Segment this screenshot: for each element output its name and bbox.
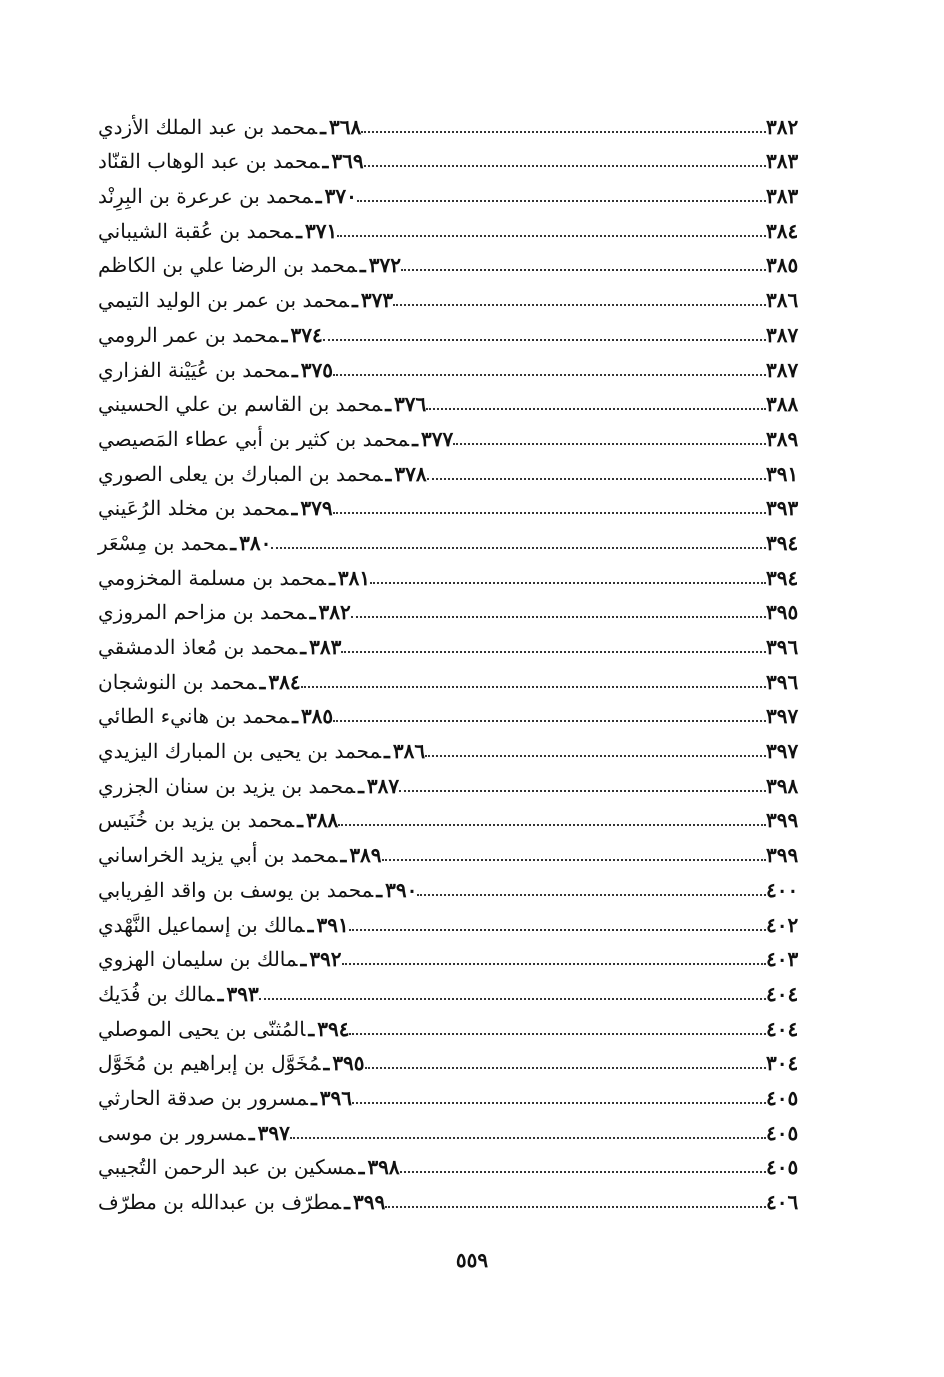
entry-text bbox=[88, 531, 271, 555]
entry-name: مالك بن سليمان الهزوي bbox=[98, 947, 298, 972]
entry-number: ٣٧٢ bbox=[368, 253, 401, 278]
entry-page: ٤٠٥ bbox=[766, 1155, 799, 1180]
entry-name: محمد بن عُقبة الشيباني bbox=[98, 218, 294, 243]
entry-text bbox=[88, 253, 401, 277]
entry-number: ٣٨٨ bbox=[306, 808, 339, 833]
entry-number: ٣٦٨ bbox=[328, 114, 362, 139]
entry-text bbox=[88, 635, 341, 659]
entry-page: ٣٨٦ bbox=[766, 288, 799, 313]
entry-page: ٤٠٦ bbox=[766, 1190, 799, 1214]
entry-number: ٣٨٥ bbox=[300, 704, 334, 729]
dot-leader bbox=[425, 755, 766, 757]
entry-name: مسرور بن صدقة الحارثي bbox=[98, 1085, 308, 1110]
entry-text bbox=[88, 774, 399, 798]
entry-dash: ـ bbox=[352, 288, 358, 313]
toc-entry bbox=[88, 312, 840, 347]
entry-number: ٣٨٧ bbox=[366, 773, 400, 798]
dot-leader bbox=[338, 824, 766, 826]
entry-dash: ـ bbox=[340, 843, 347, 868]
entry-text bbox=[88, 947, 342, 971]
dot-leader bbox=[427, 478, 766, 480]
toc-entry bbox=[88, 416, 840, 451]
entry-page: ٤٠٤ bbox=[766, 1016, 799, 1041]
entry-page: ٤٠٤ bbox=[766, 981, 799, 1006]
toc-entry bbox=[88, 867, 840, 902]
entry-text bbox=[88, 184, 357, 208]
entry-number: ٣٩٣ bbox=[226, 981, 259, 1006]
entry-name: محمد بن عبد الوهاب القنّاد bbox=[98, 149, 320, 174]
entry-page: ٣٨٤ bbox=[766, 218, 799, 243]
entry-dash: ـ bbox=[329, 565, 335, 590]
toc-entry bbox=[88, 1006, 840, 1041]
entry-page: ٣٩٧ bbox=[766, 739, 799, 764]
entry-text bbox=[88, 219, 337, 243]
dot-leader bbox=[370, 582, 766, 584]
entry-number: ٣٧٤ bbox=[290, 322, 323, 347]
entry-page: ٣٠٤ bbox=[766, 1051, 799, 1076]
entry-number: ٣٩١ bbox=[316, 912, 349, 937]
entry-text bbox=[88, 1017, 349, 1041]
entry-number: ٣٩٤ bbox=[317, 1016, 350, 1041]
dot-leader bbox=[301, 686, 766, 688]
dot-leader bbox=[361, 131, 766, 133]
toc-entry bbox=[88, 1145, 840, 1180]
dot-leader bbox=[401, 269, 766, 271]
dot-leader bbox=[259, 998, 766, 1000]
entry-dash: ـ bbox=[296, 218, 302, 243]
dot-leader bbox=[333, 374, 766, 376]
entry-name: محمد بن كثير بن أبي عطاء المَصيصي bbox=[98, 426, 410, 451]
entry-page: ٣٩١ bbox=[766, 461, 799, 486]
dot-leader bbox=[365, 1067, 766, 1069]
entry-number: ٣٧٧ bbox=[420, 426, 454, 451]
entry-text bbox=[88, 149, 364, 173]
entry-name: مسرور بن موسى bbox=[98, 1120, 246, 1145]
entry-name: مُخَوَّل بن إبراهيم بن مُخَوَّل bbox=[98, 1051, 321, 1076]
dot-leader bbox=[393, 304, 766, 306]
entry-page: ٣٨٣ bbox=[766, 149, 799, 174]
entry-text bbox=[88, 323, 323, 347]
entry-page: ٤٠٣ bbox=[766, 947, 799, 972]
entry-dash: ـ bbox=[300, 635, 307, 659]
dot-leader bbox=[342, 963, 766, 965]
entry-name: محمد بن الرضا علي بن الكاظم bbox=[98, 253, 357, 278]
entry-text bbox=[88, 1121, 290, 1145]
entry-dash: ـ bbox=[281, 322, 288, 347]
dot-leader bbox=[349, 929, 766, 931]
entry-page: ٣٨٣ bbox=[766, 184, 799, 209]
entry-page: ٣٩٤ bbox=[766, 530, 799, 555]
entry-dash: ـ bbox=[359, 253, 366, 278]
entry-text bbox=[88, 1086, 352, 1110]
entry-text bbox=[88, 392, 426, 416]
entry-dash: ـ bbox=[291, 357, 298, 382]
toc-entry bbox=[88, 1041, 840, 1076]
entry-page: ٣٩٣ bbox=[766, 496, 799, 521]
entry-text bbox=[88, 878, 417, 902]
entry-number: ٣٧٨ bbox=[394, 461, 427, 486]
entry-page: ٤٠٥ bbox=[766, 1085, 799, 1110]
entry-text bbox=[88, 1051, 365, 1075]
toc-entry bbox=[88, 104, 840, 139]
entry-name: محمد بن مخلد الرُعَيني bbox=[98, 496, 289, 521]
entry-dash: ـ bbox=[259, 669, 266, 694]
entry-name: محمد بن يوسف بن واقد الفِريابي bbox=[98, 877, 374, 902]
entry-number: ٣٦٩ bbox=[331, 149, 364, 174]
dot-leader bbox=[417, 894, 766, 896]
entry-name: محمد بن عبد الملك الأزدي bbox=[98, 114, 318, 139]
entry-name: مسكين بن عبد الرحمن التُجيبي bbox=[98, 1155, 356, 1180]
entry-text bbox=[88, 288, 393, 312]
entry-page: ٤٠٥ bbox=[766, 1120, 799, 1145]
entry-name: محمد بن أبي يزيد الخراساني bbox=[98, 843, 338, 868]
entry-number: ٣٧٩ bbox=[300, 496, 333, 521]
toc-entry bbox=[88, 832, 840, 867]
dot-leader bbox=[426, 408, 766, 410]
toc-entry bbox=[88, 173, 840, 208]
entry-name: محمد بن مزاحم المروزي bbox=[98, 600, 307, 625]
entry-page: ٣٨٥ bbox=[766, 253, 799, 278]
toc-entry bbox=[88, 520, 840, 555]
entry-page: ٣٨٢ bbox=[766, 114, 799, 139]
entry-text bbox=[88, 843, 382, 867]
entry-dash: ـ bbox=[385, 461, 392, 486]
entry-number: ٣٨٤ bbox=[268, 669, 301, 694]
entry-text bbox=[88, 115, 361, 139]
dot-leader bbox=[333, 720, 766, 722]
toc-entry bbox=[88, 451, 840, 486]
entry-dash: ـ bbox=[307, 912, 314, 937]
entry-name: محمد بن مسلمة المخزومي bbox=[98, 565, 327, 590]
entry-number: ٣٩٥ bbox=[332, 1051, 365, 1076]
entry-name: مطرّف بن عبدالله بن مطرّف bbox=[98, 1190, 342, 1214]
entry-dash: ـ bbox=[376, 877, 383, 902]
entry-dash: ـ bbox=[310, 1085, 317, 1110]
entry-page: ٤٠٠ bbox=[766, 877, 799, 902]
toc-entry bbox=[88, 277, 840, 312]
entry-dash: ـ bbox=[308, 1016, 315, 1041]
entry-number: ٣٧٠ bbox=[324, 184, 357, 209]
entry-page: ٣٩٩ bbox=[766, 843, 799, 868]
toc-entry bbox=[88, 1179, 840, 1214]
dot-leader bbox=[453, 443, 766, 445]
entry-number: ٣٩٩ bbox=[352, 1190, 386, 1214]
entry-text bbox=[88, 600, 351, 624]
entry-dash: ـ bbox=[412, 426, 418, 451]
entry-name: محمد بن المبارك بن يعلى الصوري bbox=[98, 461, 383, 486]
entry-number: ٣٧٦ bbox=[394, 392, 427, 417]
dot-leader bbox=[382, 859, 766, 861]
dot-leader bbox=[290, 1137, 766, 1139]
dot-leader bbox=[349, 1033, 766, 1035]
entry-text bbox=[88, 739, 425, 763]
entry-name: محمد بن عمر بن الوليد التيمي bbox=[98, 288, 349, 313]
dot-leader bbox=[400, 1171, 766, 1173]
entry-page: ٣٩٥ bbox=[766, 600, 799, 625]
entry-text bbox=[88, 462, 427, 486]
entry-page: ٤٠٢ bbox=[766, 912, 799, 937]
dot-leader bbox=[385, 1206, 766, 1208]
toc-entry bbox=[88, 208, 840, 243]
entry-dash: ـ bbox=[323, 1051, 330, 1076]
entry-number: ٣٨٦ bbox=[392, 739, 426, 764]
toc-entry bbox=[88, 659, 840, 694]
entry-dash: ـ bbox=[358, 773, 364, 798]
entry-dash: ـ bbox=[320, 114, 326, 139]
entry-number: ٣٨٣ bbox=[309, 635, 342, 659]
toc-entry bbox=[88, 902, 840, 937]
entry-name: محمد بن القاسم بن علي الحسيني bbox=[98, 392, 383, 417]
entry-dash: ـ bbox=[358, 1155, 365, 1180]
toc-entry bbox=[88, 382, 840, 417]
entry-number: ٣٨١ bbox=[337, 565, 371, 590]
entry-text bbox=[88, 670, 301, 694]
entry-number: ٣٨٠ bbox=[239, 530, 272, 555]
entry-text bbox=[88, 704, 333, 728]
entry-dash: ـ bbox=[217, 981, 224, 1006]
entry-number: ٣٩٦ bbox=[319, 1085, 353, 1110]
entry-name: محمد بن يحيى بن المبارك اليزيدي bbox=[98, 739, 382, 764]
toc-entry bbox=[88, 243, 840, 278]
dot-leader bbox=[337, 235, 766, 237]
toc-entry bbox=[88, 1110, 840, 1145]
entry-page: ٣٩٦ bbox=[766, 669, 799, 694]
entry-dash: ـ bbox=[322, 149, 329, 174]
entry-number: ٣٩٠ bbox=[385, 877, 418, 902]
entry-number: ٣٨٢ bbox=[318, 600, 351, 625]
entry-number: ٣٩٢ bbox=[309, 947, 342, 972]
entry-number: ٣٧٥ bbox=[300, 357, 333, 382]
toc-entry bbox=[88, 139, 840, 174]
entry-page: ٣٩٩ bbox=[766, 808, 799, 833]
entry-text bbox=[88, 496, 333, 520]
entry-name: محمد بن عمر الرومي bbox=[98, 322, 279, 347]
entry-dash: ـ bbox=[309, 600, 316, 625]
entry-page: ٣٨٧ bbox=[766, 357, 799, 382]
entry-text bbox=[88, 1155, 400, 1179]
entry-dash: ـ bbox=[297, 808, 304, 833]
entry-dash: ـ bbox=[230, 530, 237, 555]
entry-page: ٣٩٦ bbox=[766, 635, 799, 659]
entry-number: ٣٨٩ bbox=[349, 843, 382, 868]
entry-dash: ـ bbox=[344, 1190, 350, 1214]
entry-name: المُثنّى بن يحيى الموصلي bbox=[98, 1016, 306, 1041]
page-number: ٥٥٩ bbox=[455, 1248, 489, 1272]
entry-dash: ـ bbox=[315, 184, 322, 209]
toc-entry bbox=[88, 555, 840, 590]
toc-entry bbox=[88, 937, 840, 972]
entry-page: ٣٩٧ bbox=[766, 704, 799, 729]
entry-dash: ـ bbox=[248, 1120, 255, 1145]
entry-name: محمد بن النوشجان bbox=[98, 669, 257, 694]
entry-name: مالك بن إسماعيل النَّهْدي bbox=[98, 912, 305, 937]
entry-name: محمد بن يزيد بن سنان الجزري bbox=[98, 773, 356, 798]
dot-leader bbox=[364, 165, 766, 167]
toc-entry bbox=[88, 624, 840, 659]
dot-leader bbox=[323, 339, 766, 341]
toc-entry bbox=[88, 971, 840, 1006]
toc-entry bbox=[88, 798, 840, 833]
dot-leader bbox=[357, 200, 766, 202]
table-of-contents bbox=[88, 104, 840, 1214]
entry-text bbox=[88, 566, 370, 590]
entry-page: ٣٨٧ bbox=[766, 322, 799, 347]
entry-name: محمد بن عرعرة بن البِرِنْد bbox=[98, 184, 313, 209]
dot-leader bbox=[271, 547, 766, 549]
entry-dash: ـ bbox=[384, 739, 390, 764]
entry-name: محمد بن هانيء الطائي bbox=[98, 704, 290, 729]
entry-number: ٣٧٣ bbox=[360, 288, 394, 313]
dot-leader bbox=[399, 790, 766, 792]
entry-dash: ـ bbox=[385, 392, 392, 417]
entry-dash: ـ bbox=[291, 496, 298, 521]
dot-leader bbox=[333, 512, 766, 514]
entry-text bbox=[88, 913, 349, 937]
entry-dash: ـ bbox=[292, 704, 298, 729]
entry-text bbox=[88, 982, 259, 1006]
toc-entry bbox=[88, 694, 840, 729]
entry-number: ٣٧١ bbox=[304, 218, 338, 243]
entry-page: ٣٨٩ bbox=[766, 426, 799, 451]
entry-number: ٣٩٨ bbox=[367, 1155, 400, 1180]
entry-number: ٣٩٧ bbox=[257, 1120, 290, 1145]
entry-text bbox=[88, 427, 453, 451]
entry-name: محمد بن مُعاذ الدمشقي bbox=[98, 635, 298, 659]
entry-page: ٣٨٨ bbox=[766, 392, 799, 417]
toc-entry bbox=[88, 763, 840, 798]
dot-leader bbox=[352, 1102, 766, 1104]
entry-name: محمد بن عُيَيْنة الفزاري bbox=[98, 357, 289, 382]
entry-page: ٣٩٤ bbox=[766, 565, 799, 590]
entry-text bbox=[88, 358, 333, 382]
dot-leader bbox=[341, 651, 766, 653]
entry-name: مالك بن فُدَيك bbox=[98, 981, 215, 1006]
toc-entry bbox=[88, 728, 840, 763]
toc-entry bbox=[88, 347, 840, 382]
entry-text bbox=[88, 1190, 385, 1214]
toc-entry bbox=[88, 1075, 840, 1110]
toc-entry bbox=[88, 590, 840, 625]
dot-leader bbox=[351, 616, 766, 618]
entry-dash: ـ bbox=[300, 947, 307, 972]
entry-text bbox=[88, 808, 338, 832]
toc-entry bbox=[88, 486, 840, 521]
entry-page: ٣٩٨ bbox=[766, 773, 799, 798]
entry-name: محمد بن مِسْعَر bbox=[98, 530, 228, 555]
entry-name: محمد بن يزيد بن خُنَيس bbox=[98, 808, 295, 833]
